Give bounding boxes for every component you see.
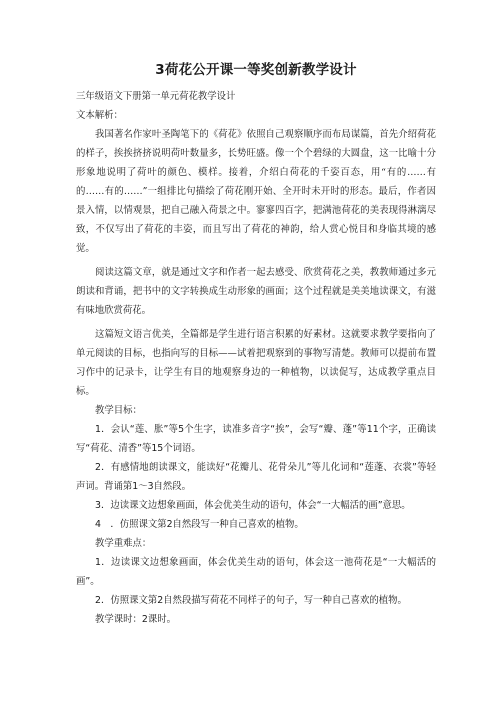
goal-item-4: 4 ．仿照课文第2自然段写一种自己喜欢的植物。 xyxy=(95,519,304,530)
teaching-hours: 教学课时：2课时。 xyxy=(95,614,176,625)
key-point-1: 1．边读课文边想象画面，体会优美生动的语句，体会这一池荷花是“一大幅活的画”。 xyxy=(76,557,436,587)
analysis-heading: 文本解析： xyxy=(76,110,123,121)
goal-item-3: 3．边读课文边想象画面，体会优美生动的语句，体会“一大幅活的画”意思。 xyxy=(95,500,411,511)
key-point-2: 2．仿照课文第2自然段描写荷花不同样子的句子，写一种自己喜欢的植物。 xyxy=(95,595,407,606)
document-title: 3荷花公开课一等奖创新教学设计 xyxy=(155,62,357,78)
goal-item-2: 2．有感情地朗读课文，能读好“花瓣儿、花骨朵儿”等儿化词和“莲蓬、衣裳”等轻声词。背诵第1～3自然段。 xyxy=(76,462,436,492)
analysis-paragraph-1: 我国著名作家叶圣陶笔下的《荷花》依照自己观察顺序而布局谋篇，首先介绍荷花的样子，挨挨挤挤说明荷叶数量多，长势旺盛。像一个个碧绿的大圆盘，这一比喻十分形象地说明了荷叶的颜色、模样。接着，介绍白荷花的千姿百态，用“有的……有的……有的……”一组排比句描绘了荷花刚开始、全开时未开时的形态。最后，作者因景入情，以情观景，把自己融入荷景之中。寥寥四百字，把满池荷花的美表现得淋漓尽致，不仅写出了荷花的丰姿，而且写出了荷花的神韵，给人赏心悦目和身临其境的感觉。 xyxy=(76,129,436,254)
document-subtitle: 三年级语文下册第一单元荷花教学设计 xyxy=(76,91,236,102)
key-points-heading: 教学重难点： xyxy=(95,538,152,549)
analysis-paragraph-2: 阅读这篇文章，就是通过文字和作者一起去感受、欣赏荷花之美，教教师通过多元朗读和背诵，把书中的文字转换成生动形象的画面；这个过程就是美美地读课文，有滋有味地欣赏荷花。 xyxy=(76,267,436,316)
goal-item-1: 1．会认“莲、胀”等5个生字，读准多音字“挨”，会写“瓣、蓬”等11个字，正确读写“荷花、清香”等15个词语。 xyxy=(76,424,436,454)
goals-heading: 教学目标： xyxy=(95,405,142,416)
analysis-paragraph-3: 这篇短文语言优美，全篇都是学生进行语言积累的好素材。这就要求教学要指向了单元阅读的目标，也指向写的目标——试着把观察到的事物写清楚。教师可以提前布置习作中的记录卡，让学生有目的地观察身边的一种植物，以读促写，达成教学重点目标。 xyxy=(76,329,436,397)
